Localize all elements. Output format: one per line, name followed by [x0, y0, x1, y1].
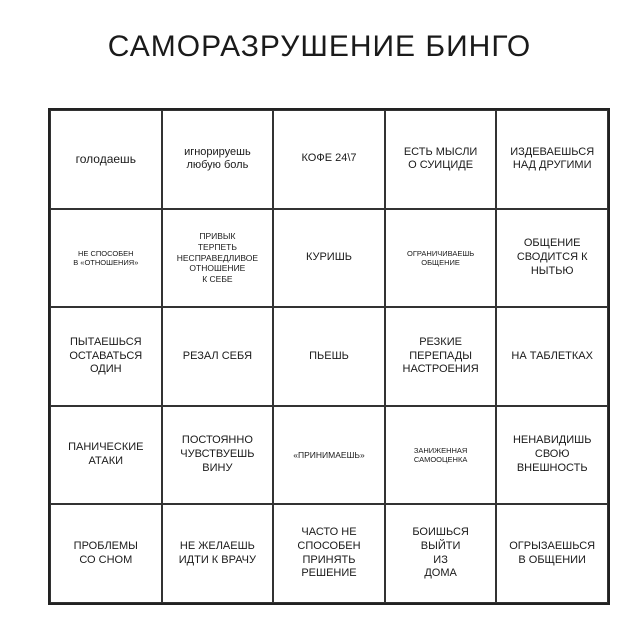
page-title: САМОРАЗРУШЕНИЕ БИНГО: [107, 30, 532, 63]
bingo-cell: НЕ СПОСОБЕН В «ОТНОШЕНИЯ»: [50, 209, 162, 308]
bingo-cell: ЕСТЬ МЫСЛИ О СУИЦИДЕ: [385, 110, 497, 209]
bingo-cell: «ПРИНИМАЕШЬ»: [273, 406, 385, 505]
bingo-cell: ЧАСТО НЕ СПОСОБЕН ПРИНЯТЬ РЕШЕНИЕ: [273, 504, 385, 603]
bingo-cell: КОФЕ 24\7: [273, 110, 385, 209]
bingo-cell: ОБЩЕНИЕ СВОДИТСЯ К НЫТЬЮ: [496, 209, 608, 308]
bingo-cell: БОИШЬСЯ ВЫЙТИ ИЗ ДОМА: [385, 504, 497, 603]
bingo-cell: игнорируешь любую боль: [162, 110, 274, 209]
bingo-cell: голодаешь: [50, 110, 162, 209]
bingo-cell: РЕЗАЛ СЕБЯ: [162, 307, 274, 406]
bingo-cell: КУРИШЬ: [273, 209, 385, 308]
bingo-grid: [48, 108, 610, 605]
bingo-cell: ПАНИЧЕСКИЕ АТАКИ: [50, 406, 162, 505]
bingo-cell: ПЬЕШЬ: [273, 307, 385, 406]
bingo-cell: ПЫТАЕШЬСЯ ОСТАВАТЬСЯ ОДИН: [50, 307, 162, 406]
bingo-cell: ОГРЫЗАЕШЬСЯ В ОБЩЕНИИ: [496, 504, 608, 603]
bingo-cell: НА ТАБЛЕТКАХ: [496, 307, 608, 406]
bingo-cell: ПРИВЫК ТЕРПЕТЬ НЕСПРАВЕДЛИВОЕ ОТНОШЕНИЕ К СЕБЕ: [162, 209, 274, 308]
bingo-cell: НЕНАВИДИШЬ СВОЮ ВНЕШНОСТЬ: [496, 406, 608, 505]
bingo-cell: ОГРАНИЧИВАЕШЬ ОБЩЕНИЕ: [385, 209, 497, 308]
bingo-cell: ИЗДЕВАЕШЬСЯ НАД ДРУГИМИ: [496, 110, 608, 209]
bingo-cell: НЕ ЖЕЛАЕШЬ ИДТИ К ВРАЧУ: [162, 504, 274, 603]
bingo-cell: ПРОБЛЕМЫ СО СНОМ: [50, 504, 162, 603]
bingo-cell: ПОСТОЯННО ЧУВСТВУЕШЬ ВИНУ: [162, 406, 274, 505]
bingo-cell: РЕЗКИЕ ПЕРЕПАДЫ НАСТРОЕНИЯ: [385, 307, 497, 406]
bingo-cell: ЗАНИЖЕННАЯ САМООЦЕНКА: [385, 406, 497, 505]
